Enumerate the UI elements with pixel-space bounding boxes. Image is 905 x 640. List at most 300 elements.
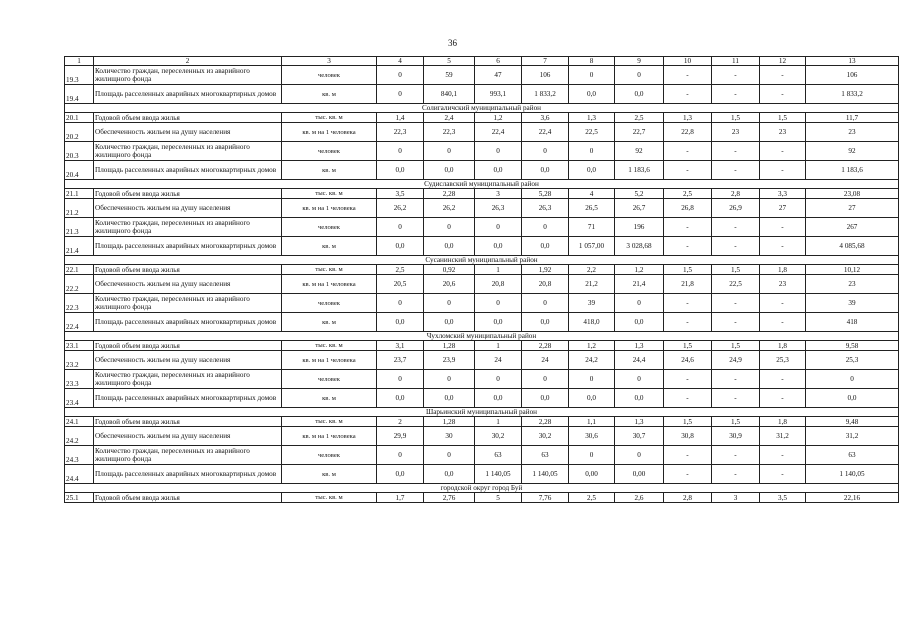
column-number-cell: 10 — [664, 57, 712, 66]
table-row — [65, 123, 899, 142]
indicator-name: Обеспеченность жильем на душу населения — [94, 427, 282, 446]
value-cell: 0 — [569, 142, 615, 161]
page-number: 36 — [448, 38, 457, 48]
section-title-row — [65, 484, 899, 493]
value-cell: 0 — [377, 446, 424, 465]
value-cell: 0 — [377, 370, 424, 389]
value-cell: 24,6 — [664, 351, 712, 370]
value-cell: 0 — [377, 66, 424, 85]
value-cell: 0 — [569, 446, 615, 465]
value-cell: - — [760, 446, 806, 465]
indicator-name: Количество граждан, переселенных из аварийного жилищного фонда — [94, 142, 282, 161]
value-cell: - — [664, 161, 712, 180]
table-row — [65, 313, 899, 332]
value-cell: 1 183,6 — [806, 161, 899, 180]
value-cell: 418,0 — [569, 313, 615, 332]
indicator-name: Количество граждан, переселенных из аварийного жилищного фонда — [94, 446, 282, 465]
value-cell: - — [760, 370, 806, 389]
value-cell: 418 — [806, 313, 899, 332]
value-cell: 24 — [475, 351, 522, 370]
value-cell: 1,28 — [424, 341, 475, 351]
value-cell: 22,7 — [615, 123, 664, 142]
value-cell: - — [760, 294, 806, 313]
indicator-name: Площадь расселенных аварийных многоквартирных домов — [94, 465, 282, 484]
value-cell: - — [712, 446, 760, 465]
indicator-name: Площадь расселенных аварийных многоквартирных домов — [94, 389, 282, 408]
value-cell: 1,8 — [760, 265, 806, 275]
unit-of-measure: человек — [282, 294, 377, 313]
value-cell: 1,92 — [522, 265, 569, 275]
unit-of-measure: кв. м — [282, 85, 377, 104]
value-cell: 10,12 — [806, 265, 899, 275]
unit-of-measure: человек — [282, 446, 377, 465]
value-cell: - — [712, 237, 760, 256]
value-cell: 5 — [475, 493, 522, 503]
value-cell: 0,0 — [522, 389, 569, 408]
value-cell: 27 — [806, 199, 899, 218]
value-cell: 2,8 — [712, 189, 760, 199]
row-number: 20.4 — [65, 161, 94, 180]
value-cell: 1 833,2 — [522, 85, 569, 104]
unit-of-measure: человек — [282, 142, 377, 161]
value-cell: - — [712, 85, 760, 104]
value-cell: 1,3 — [615, 341, 664, 351]
value-cell: 2,2 — [569, 265, 615, 275]
value-cell: 2,4 — [424, 113, 475, 123]
section-title-row — [65, 180, 899, 189]
section-title-row — [65, 332, 899, 341]
indicator-name: Площадь расселенных аварийных многоквартирных домов — [94, 85, 282, 104]
value-cell: 1,3 — [664, 113, 712, 123]
value-cell: 0 — [475, 218, 522, 237]
section-title: Чухломский муниципальный район — [65, 332, 899, 341]
value-cell: 1,5 — [712, 113, 760, 123]
value-cell: 20,6 — [424, 275, 475, 294]
value-cell: 2,28 — [424, 189, 475, 199]
value-cell: 26,9 — [712, 199, 760, 218]
value-cell: 0,0 — [522, 313, 569, 332]
value-cell: 22,4 — [475, 123, 522, 142]
table-row — [65, 370, 899, 389]
value-cell: 2,8 — [664, 493, 712, 503]
value-cell: 0,92 — [424, 265, 475, 275]
value-cell: 1,2 — [615, 265, 664, 275]
value-cell: 31,2 — [760, 427, 806, 446]
value-cell: 1 183,6 — [615, 161, 664, 180]
value-cell: 0,0 — [424, 313, 475, 332]
value-cell: - — [760, 218, 806, 237]
table-row — [65, 161, 899, 180]
value-cell: - — [712, 465, 760, 484]
table-row — [65, 427, 899, 446]
value-cell: 0,0 — [806, 389, 899, 408]
value-cell: 20,5 — [377, 275, 424, 294]
value-cell: 26,2 — [377, 199, 424, 218]
value-cell: 993,1 — [475, 85, 522, 104]
value-cell: 1,4 — [377, 113, 424, 123]
value-cell: 0 — [424, 446, 475, 465]
value-cell: 0,0 — [475, 313, 522, 332]
value-cell: 1,2 — [475, 113, 522, 123]
section-title-row — [65, 104, 899, 113]
value-cell: - — [664, 465, 712, 484]
value-cell: 30,8 — [664, 427, 712, 446]
value-cell: 1 057,00 — [569, 237, 615, 256]
column-number-cell: 1 — [65, 57, 94, 66]
value-cell: 26,2 — [424, 199, 475, 218]
table-row — [65, 142, 899, 161]
value-cell: 9,48 — [806, 417, 899, 427]
value-cell: 27 — [760, 199, 806, 218]
value-cell: 2,5 — [615, 113, 664, 123]
indicator-name: Годовой объем ввода жилья — [94, 493, 282, 503]
value-cell: - — [712, 370, 760, 389]
value-cell: 3 028,68 — [615, 237, 664, 256]
value-cell: 25,3 — [760, 351, 806, 370]
value-cell: 23 — [806, 275, 899, 294]
value-cell: 26,3 — [522, 199, 569, 218]
value-cell: 0,0 — [475, 237, 522, 256]
value-cell: 0 — [569, 370, 615, 389]
column-number-cell: 11 — [712, 57, 760, 66]
indicator-name: Количество граждан, переселенных из аварийного жилищного фонда — [94, 66, 282, 85]
value-cell: 30,9 — [712, 427, 760, 446]
value-cell: - — [712, 161, 760, 180]
value-cell: 0,0 — [522, 161, 569, 180]
value-cell: 3,1 — [377, 341, 424, 351]
unit-of-measure: тыс. кв. м — [282, 265, 377, 275]
column-number-cell: 8 — [569, 57, 615, 66]
row-number: 23.4 — [65, 389, 94, 408]
value-cell: 1,5 — [712, 341, 760, 351]
value-cell: 26,8 — [664, 199, 712, 218]
unit-of-measure: человек — [282, 218, 377, 237]
table-row — [65, 265, 899, 275]
value-cell: - — [712, 142, 760, 161]
value-cell: 23,9 — [424, 351, 475, 370]
value-cell: 22,3 — [424, 123, 475, 142]
value-cell: 0 — [377, 218, 424, 237]
section-title: Солигаличский муниципальный район — [65, 104, 899, 113]
table-row — [65, 351, 899, 370]
table-row — [65, 237, 899, 256]
value-cell: - — [664, 66, 712, 85]
value-cell: 22,5 — [712, 275, 760, 294]
value-cell: 0,0 — [377, 237, 424, 256]
value-cell: 0,0 — [615, 85, 664, 104]
indicator-name: Годовой объем ввода жилья — [94, 417, 282, 427]
value-cell: 29,9 — [377, 427, 424, 446]
value-cell: 1 140,05 — [475, 465, 522, 484]
value-cell: - — [664, 389, 712, 408]
value-cell: 24 — [522, 351, 569, 370]
table-row — [65, 389, 899, 408]
value-cell: 1,5 — [760, 113, 806, 123]
value-cell: 23,7 — [377, 351, 424, 370]
unit-of-measure: человек — [282, 66, 377, 85]
value-cell: 39 — [806, 294, 899, 313]
value-cell: - — [712, 389, 760, 408]
value-cell: 0 — [424, 370, 475, 389]
value-cell: 30,7 — [615, 427, 664, 446]
value-cell: - — [760, 161, 806, 180]
indicator-name: Обеспеченность жильем на душу населения — [94, 199, 282, 218]
section-title: Судиславский муниципальный район — [65, 180, 899, 189]
value-cell: 30,2 — [475, 427, 522, 446]
column-number-cell: 4 — [377, 57, 424, 66]
indicator-name: Количество граждан, переселенных из аварийного жилищного фонда — [94, 370, 282, 389]
unit-of-measure: человек — [282, 370, 377, 389]
section-title-row — [65, 256, 899, 265]
unit-of-measure: тыс. кв. м — [282, 341, 377, 351]
unit-of-measure: тыс. кв. м — [282, 417, 377, 427]
unit-of-measure: тыс. кв. м — [282, 113, 377, 123]
value-cell: 2,5 — [377, 265, 424, 275]
value-cell: 21,8 — [664, 275, 712, 294]
value-cell: 22,5 — [569, 123, 615, 142]
row-number: 22.2 — [65, 275, 94, 294]
value-cell: 22,16 — [806, 493, 899, 503]
value-cell: 47 — [475, 66, 522, 85]
value-cell: 0,0 — [377, 389, 424, 408]
value-cell: 2 — [377, 417, 424, 427]
value-cell: 1,5 — [664, 341, 712, 351]
value-cell: 0,0 — [522, 237, 569, 256]
value-cell: 3,3 — [760, 189, 806, 199]
value-cell: 0 — [475, 142, 522, 161]
value-cell: 0,0 — [377, 465, 424, 484]
value-cell: 0 — [806, 370, 899, 389]
unit-of-measure: кв. м — [282, 313, 377, 332]
value-cell: 24,2 — [569, 351, 615, 370]
value-cell: 0 — [424, 294, 475, 313]
value-cell: 1 — [475, 265, 522, 275]
value-cell: 71 — [569, 218, 615, 237]
indicator-name: Количество граждан, переселенных из аварийного жилищного фонда — [94, 294, 282, 313]
table-row — [65, 465, 899, 484]
column-number-cell: 3 — [282, 57, 377, 66]
value-cell: 1,5 — [712, 265, 760, 275]
table-row — [65, 189, 899, 199]
row-number: 23.3 — [65, 370, 94, 389]
column-number-cell: 5 — [424, 57, 475, 66]
unit-of-measure: кв. м — [282, 237, 377, 256]
value-cell: 1,5 — [664, 265, 712, 275]
value-cell: - — [712, 294, 760, 313]
table-row — [65, 493, 899, 503]
value-cell: - — [664, 237, 712, 256]
value-cell: 0,0 — [377, 161, 424, 180]
table-row — [65, 275, 899, 294]
column-number-cell: 7 — [522, 57, 569, 66]
value-cell: 23 — [806, 123, 899, 142]
value-cell: 23,08 — [806, 189, 899, 199]
table-row — [65, 113, 899, 123]
value-cell: 25,3 — [806, 351, 899, 370]
row-number: 23.1 — [65, 341, 94, 351]
value-cell: - — [760, 389, 806, 408]
value-cell: - — [760, 465, 806, 484]
value-cell: - — [664, 370, 712, 389]
column-number-cell: 2 — [94, 57, 282, 66]
value-cell: 0 — [615, 66, 664, 85]
value-cell: 2,6 — [615, 493, 664, 503]
value-cell: - — [760, 85, 806, 104]
value-cell: 0,0 — [569, 161, 615, 180]
unit-of-measure: кв. м на 1 человека — [282, 275, 377, 294]
value-cell: 23 — [760, 123, 806, 142]
row-number: 21.2 — [65, 199, 94, 218]
value-cell: 2,5 — [569, 493, 615, 503]
indicators-table — [64, 56, 899, 503]
row-number: 20.1 — [65, 113, 94, 123]
value-cell: 0 — [377, 294, 424, 313]
table-row — [65, 417, 899, 427]
row-number: 24.2 — [65, 427, 94, 446]
value-cell: 0,0 — [569, 389, 615, 408]
row-number: 21.3 — [65, 218, 94, 237]
value-cell: 0 — [424, 218, 475, 237]
value-cell: 1 140,05 — [522, 465, 569, 484]
value-cell: 5,28 — [522, 189, 569, 199]
unit-of-measure: кв. м на 1 человека — [282, 123, 377, 142]
table-row — [65, 199, 899, 218]
section-title: Шарьинский муниципальный район — [65, 408, 899, 417]
value-cell: 0 — [615, 294, 664, 313]
unit-of-measure: кв. м — [282, 389, 377, 408]
value-cell: 1,5 — [712, 417, 760, 427]
value-cell: - — [664, 142, 712, 161]
table-row — [65, 85, 899, 104]
value-cell: 20,8 — [522, 275, 569, 294]
value-cell: 1 — [475, 341, 522, 351]
value-cell: 92 — [806, 142, 899, 161]
indicator-name: Количество граждан, переселенных из аварийного жилищного фонда — [94, 218, 282, 237]
row-number: 21.1 — [65, 189, 94, 199]
value-cell: 0 — [569, 66, 615, 85]
value-cell: 106 — [806, 66, 899, 85]
value-cell: 0 — [522, 370, 569, 389]
value-cell: 23 — [760, 275, 806, 294]
value-cell: - — [760, 237, 806, 256]
value-cell: - — [712, 218, 760, 237]
value-cell: - — [664, 294, 712, 313]
unit-of-measure: тыс. кв. м — [282, 189, 377, 199]
row-number: 22.1 — [65, 265, 94, 275]
indicator-name: Обеспеченность жильем на душу населения — [94, 351, 282, 370]
value-cell: 1,3 — [569, 113, 615, 123]
value-cell: - — [664, 218, 712, 237]
indicator-name: Обеспеченность жильем на душу населения — [94, 123, 282, 142]
section-title-row — [65, 408, 899, 417]
unit-of-measure: кв. м на 1 человека — [282, 199, 377, 218]
unit-of-measure: тыс. кв. м — [282, 493, 377, 503]
indicator-name: Площадь расселенных аварийных многоквартирных домов — [94, 313, 282, 332]
value-cell: 0 — [615, 446, 664, 465]
unit-of-measure: кв. м — [282, 465, 377, 484]
value-cell: 0 — [424, 142, 475, 161]
value-cell: - — [664, 313, 712, 332]
value-cell: 21,2 — [569, 275, 615, 294]
row-number: 24.3 — [65, 446, 94, 465]
column-number-row — [65, 57, 899, 66]
value-cell: 1 140,05 — [806, 465, 899, 484]
row-number: 24.1 — [65, 417, 94, 427]
value-cell: 22,3 — [377, 123, 424, 142]
value-cell: 2,5 — [664, 189, 712, 199]
value-cell: 24,4 — [615, 351, 664, 370]
value-cell: 92 — [615, 142, 664, 161]
column-number-cell: 6 — [475, 57, 522, 66]
value-cell: - — [760, 313, 806, 332]
value-cell: 1,3 — [615, 417, 664, 427]
value-cell: 3 — [475, 189, 522, 199]
value-cell: 0,0 — [424, 237, 475, 256]
value-cell: 11,7 — [806, 113, 899, 123]
value-cell: 3,5 — [377, 189, 424, 199]
value-cell: 30,6 — [569, 427, 615, 446]
value-cell: 1,2 — [569, 341, 615, 351]
value-cell: 0,0 — [615, 313, 664, 332]
value-cell: 63 — [475, 446, 522, 465]
value-cell: 31,2 — [806, 427, 899, 446]
value-cell: 0 — [522, 294, 569, 313]
value-cell: 2,28 — [522, 341, 569, 351]
value-cell: 0,0 — [424, 389, 475, 408]
table-row — [65, 294, 899, 313]
value-cell: - — [760, 142, 806, 161]
value-cell: 0,0 — [424, 465, 475, 484]
value-cell: - — [760, 66, 806, 85]
row-number: 20.3 — [65, 142, 94, 161]
value-cell: 0,0 — [377, 313, 424, 332]
value-cell: 0 — [377, 85, 424, 104]
column-number-cell: 12 — [760, 57, 806, 66]
value-cell: 3,5 — [760, 493, 806, 503]
value-cell: 1,8 — [760, 417, 806, 427]
value-cell: 0 — [377, 142, 424, 161]
row-number: 21.4 — [65, 237, 94, 256]
value-cell: 5,2 — [615, 189, 664, 199]
value-cell: 0 — [475, 294, 522, 313]
value-cell: 63 — [806, 446, 899, 465]
row-number: 23.2 — [65, 351, 94, 370]
unit-of-measure: кв. м — [282, 161, 377, 180]
value-cell: 3 — [712, 493, 760, 503]
value-cell: 196 — [615, 218, 664, 237]
row-number: 24.4 — [65, 465, 94, 484]
table-row — [65, 341, 899, 351]
row-number: 22.4 — [65, 313, 94, 332]
value-cell: 0,0 — [475, 161, 522, 180]
value-cell: - — [712, 66, 760, 85]
row-number: 22.3 — [65, 294, 94, 313]
unit-of-measure: кв. м на 1 человека — [282, 427, 377, 446]
indicator-name: Площадь расселенных аварийных многоквартирных домов — [94, 161, 282, 180]
value-cell: - — [664, 446, 712, 465]
value-cell: 59 — [424, 66, 475, 85]
value-cell: 1,8 — [760, 341, 806, 351]
value-cell: 1 — [475, 417, 522, 427]
value-cell: 2,76 — [424, 493, 475, 503]
indicator-name: Годовой объем ввода жилья — [94, 189, 282, 199]
value-cell: 267 — [806, 218, 899, 237]
value-cell: 21,4 — [615, 275, 664, 294]
value-cell: 39 — [569, 294, 615, 313]
value-cell: 0,0 — [424, 161, 475, 180]
row-number: 20.2 — [65, 123, 94, 142]
value-cell: 2,28 — [522, 417, 569, 427]
